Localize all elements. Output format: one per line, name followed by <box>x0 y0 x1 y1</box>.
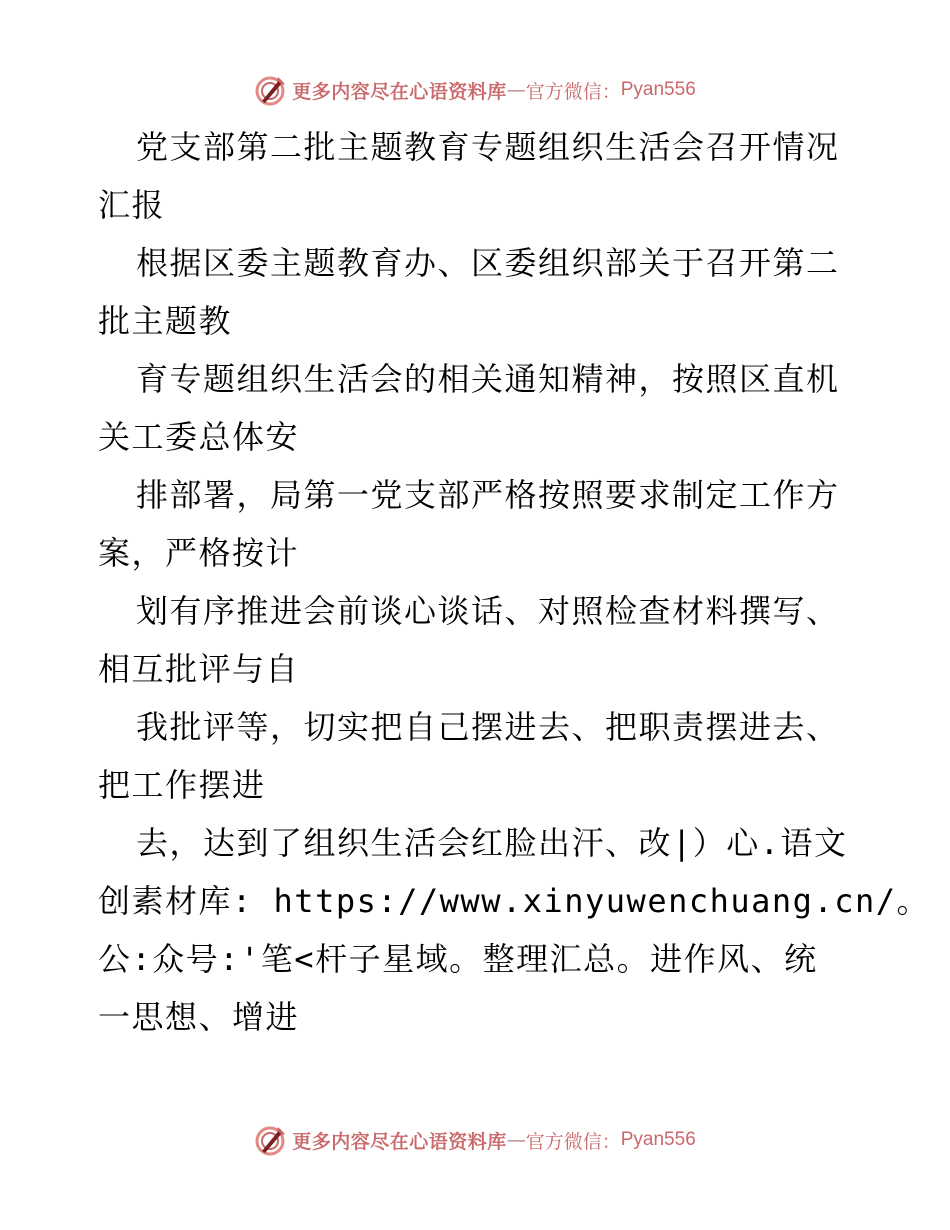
body-line: 汇报 <box>98 186 166 224</box>
body-line: 根据区委主题教育办、区委组织部关于召开第二 <box>136 244 840 282</box>
header-banner <box>0 70 950 110</box>
body-line: 公:众号:'笔<杆子星域。整理汇总。进作风、统 <box>98 940 818 978</box>
body-line: 相互批评与自 <box>98 650 300 688</box>
body-line: 关工委总体安 <box>98 418 300 456</box>
banner-wechat-label: 官方微信： <box>525 1130 621 1153</box>
banner-wechat-label: 官方微信： <box>525 80 621 103</box>
body-line: 批主题教 <box>98 302 233 340</box>
body-line: 我批评等，切实把自己摆进去、把职责摆进去、 <box>136 708 840 746</box>
banner-wechat-id: Pyan556 <box>620 79 696 100</box>
quill-logo-icon <box>254 1123 288 1157</box>
banner-dash: — <box>506 1129 526 1151</box>
document-body <box>98 118 931 1046</box>
body-line: 去，达到了组织生活会红脸出汗、改|）心.语文 <box>136 824 848 862</box>
quill-logo-icon <box>254 73 288 107</box>
banner-library-text: 更多内容尽在心语资料库 <box>292 80 507 103</box>
banner-library-text: 更多内容尽在心语资料库 <box>292 1130 507 1153</box>
body-line: 排部署，局第一党支部严格按照要求制定工作方 <box>136 476 840 514</box>
body-line: 划有序推进会前谈心谈话、对照检查材料撰写、 <box>136 592 840 630</box>
body-line: 把工作摆进 <box>98 766 266 804</box>
body-line: 案，严格按计 <box>98 534 300 572</box>
banner-dash: — <box>506 79 526 101</box>
body-line: 一思想、增进 <box>98 998 300 1036</box>
banner-wechat-id: Pyan556 <box>620 1129 696 1150</box>
body-line: 党支部第二批主题教育专题组织生活会召开情况 <box>136 128 840 166</box>
body-line: 育专题组织生活会的相关通知精神，按照区直机 <box>136 360 840 398</box>
footer-banner <box>0 1120 950 1160</box>
body-line: 创素材库: https://www.xinyuwenchuang.cn/。 <box>98 882 931 920</box>
